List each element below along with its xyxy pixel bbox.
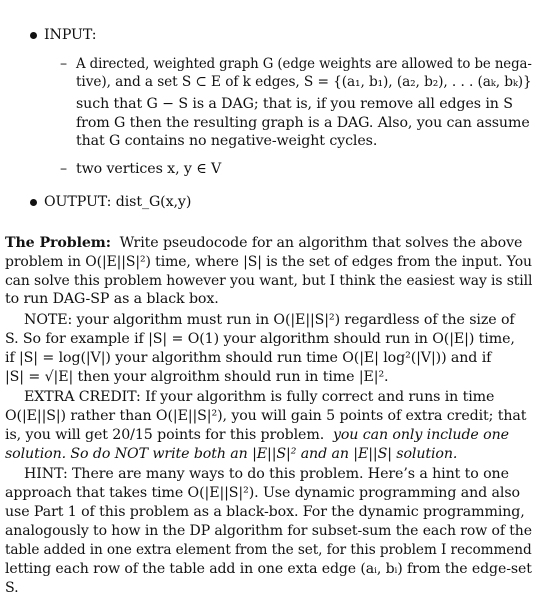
input-item1-line-3: such that G − S is a DAG; that is, if you remove all edges in S [76,96,513,112]
extra-text-3: is, you will get 20/15 points for this problem. [5,427,325,443]
output-heading: OUTPUT: dist_G(x,y) [44,194,192,210]
note-line-3: if |S| = log(|V|) your algorithm should run time O(|E| log²(|V|)) and if [5,350,492,366]
extra-italic-tail: you can only include one [332,427,509,443]
hint-line-3: use Part 1 of this problem as a black-box. For the dynamic programming, [5,504,525,520]
bullet-icon [30,32,37,39]
problem-line-1 [5,234,522,252]
extra-line-1: EXTRA CREDIT: If your algorithm is fully correct and runs in time [24,389,495,405]
input-item2: two vertices x, y ∈ V [76,161,222,177]
note-line-4: |S| = √|E| then your algroithm should run in time |E|². [5,369,389,385]
problem-line-2: problem in O(|E||S|²) time, where |S| is the set of edges from the input. You [5,254,532,270]
hint-line-2: approach that takes time O(|E||S|²). Use dynamic programming and also [5,485,520,501]
problem-label: The Problem: [5,235,111,251]
dash-icon: – [60,56,68,72]
input-heading: INPUT: [44,27,97,43]
extra-line-2: O(|E||S|) rather than O(|E||S|²), you will gain 5 points of extra credit; that [5,408,527,424]
problem-line-4: to run DAG-SP as a black box. [5,291,219,307]
dash-icon: – [60,161,68,177]
hint-line-7: S. [5,580,19,596]
problem-text-1: Write pseudocode for an algorithm that solves the above [119,235,523,251]
hint-line-5: table added in one extra element from the set, for this problem I recommend [5,542,532,558]
input-item1-line-2: tive), and a set S ⊂ E of k edges, S = {(a₁, b₁), (a₂, b₂), . . . (aₖ, bₖ)} [76,74,532,90]
hint-line-4: analogously to how in the DP algorithm for subset-sum the each row of the [5,523,532,539]
hint-line-1: HINT: There are many ways to do this problem. Here’s a hint to one [24,466,509,482]
bullet-icon [30,199,37,206]
hint-line-6: letting each row of the table add in one exta edge (aᵢ, bᵢ) from the edge-set [5,561,532,577]
input-item1-line-1: A directed, weighted graph G (edge weights are allowed to be nega- [76,56,532,72]
input-item1-line-4: from G then the resulting graph is a DAG. Also, you can assume [76,115,530,131]
problem-line-3: can solve this problem however you want, but I think the easiest way is still [5,273,533,289]
input-item1-line-5: that G contains no negative-weight cycles. [76,133,378,149]
note-line-2: S. So for example if |S| = O(1) your algorithm should run in O(|E|) time, [5,331,515,347]
extra-italic-line: solution. So do NOT write both an |E||S|² and an |E||S| solution. [5,446,458,462]
note-line-1: NOTE: your algorithm must run in O(|E||S|²) regardless of the size of [24,312,515,328]
extra-line-3 [5,426,509,444]
